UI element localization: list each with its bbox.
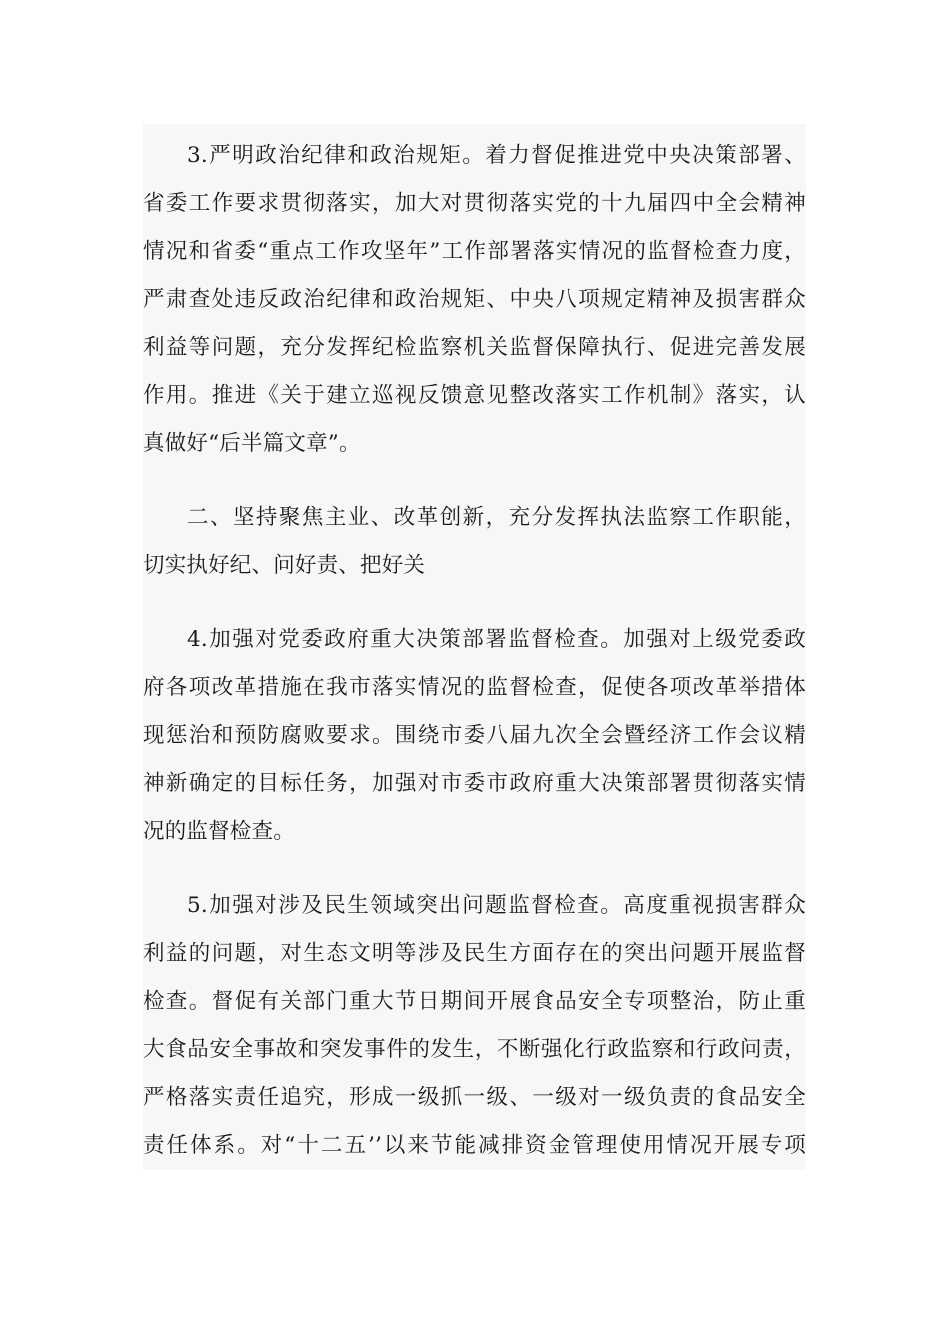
text-line: 严格落实责任追究，形成一级抓一级、一级对一级负责的食品安全 [143, 1085, 806, 1110]
text-line: 检查。督促有关部门重大节日期间开展食品安全专项整治，防止重 [143, 989, 806, 1014]
paragraph-4 [143, 616, 806, 856]
text-line: 二、坚持聚焦主业、改革创新，充分发挥执法监察工作职能， [187, 505, 806, 530]
paragraph-3 [143, 132, 806, 468]
document-body [143, 124, 806, 1170]
text-line: 利益等问题，充分发挥纪检监察机关监督保障执行、促进完善发展 [143, 335, 806, 360]
paragraph-5 [143, 882, 806, 1170]
section-heading-2 [143, 494, 806, 590]
text-line: 真做好“后半篇文章”。 [143, 431, 361, 456]
paragraph-gap [143, 590, 806, 616]
text-line: 现惩治和预防腐败要求。围绕市委八届九次全会暨经济工作会议精 [143, 723, 806, 748]
text-line: 大食品安全事故和突发事件的发生，不断强化行政监察和行政问责， [143, 1037, 806, 1062]
text-line: 利益的问题，对生态文明等涉及民生方面存在的突出问题开展监督 [143, 941, 806, 966]
text-line: 况的监督检查。 [143, 819, 295, 844]
text-line: 4.加强对党委政府重大决策部署监督检查。加强对上级党委政 [187, 627, 806, 652]
text-line: 情况和省委“重点工作攻坚年”工作部署落实情况的监督检查力度， [143, 239, 806, 264]
text-line: 府各项改革措施在我市落实情况的监督检查，促使各项改革举措体 [143, 675, 806, 700]
text-line: 省委工作要求贯彻落实，加大对贯彻落实党的十九届四中全会精神 [143, 191, 806, 216]
paragraph-gap [143, 856, 806, 882]
text-line: 切实执好纪、问好责、把好关 [143, 553, 426, 578]
text-line: 神新确定的目标任务，加强对市委市政府重大决策部署贯彻落实情 [143, 771, 806, 796]
text-line: 责任体系。对“十二五’’以来节能减排资金管理使用情况开展专项 [143, 1133, 806, 1158]
text-line: 3.严明政治纪律和政治规矩。着力督促推进党中央决策部署、 [187, 143, 806, 168]
text-line: 严肃查处违反政治纪律和政治规矩、中央八项规定精神及损害群众 [143, 287, 806, 312]
text-line: 5.加强对涉及民生领域突出问题监督检查。高度重视损害群众 [187, 893, 806, 918]
text-line: 作用。推进《关于建立巡视反馈意见整改落实工作机制》落实，认 [143, 383, 806, 408]
paragraph-gap [143, 468, 806, 494]
